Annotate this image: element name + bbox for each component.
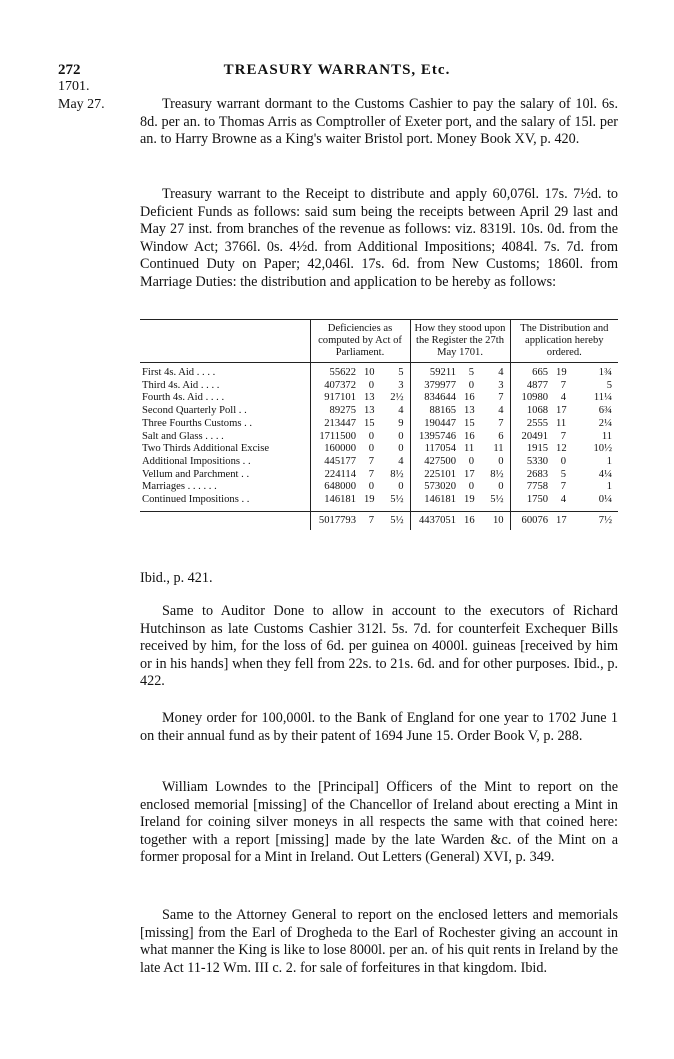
table-row — [140, 456, 618, 469]
amount-cell: 1¾ — [598, 367, 613, 378]
amount-cell: 2½ — [390, 392, 404, 404]
paragraph-6: Same to the Attorney General to report on the enclosed letters and memorials [missing] from the Earl of Drogheda to the Earl of Rochester giving an account in what manner the King is like to lose 8000l. per an. of his quit rents in Ireland by the late Act 11-12 Wm. III c. 2. for sale of forfeitures in that kingdom. Ibid. — [140, 907, 618, 976]
amount-cell: 4¼ — [598, 468, 613, 480]
amount-cell: 15 — [464, 417, 475, 429]
row-label: First 4s. Aid . . . . — [142, 367, 216, 378]
amount-cell: 12 — [556, 443, 567, 455]
amount-cell: 7 — [368, 455, 374, 467]
row-label: Vellum and Parchment . . — [142, 468, 250, 480]
amount-cell: 0 — [368, 379, 374, 391]
amount-cell: 5½ — [390, 494, 404, 506]
amount-cell: 11 — [493, 443, 504, 455]
total-cell: 16 — [462, 511, 480, 530]
amount-cell: 146181 — [310, 494, 362, 511]
table-row — [140, 494, 618, 511]
amount-cell: 8½ — [490, 468, 504, 480]
amount-cell: 4877 — [510, 380, 554, 393]
row-label: Second Quarterly Poll . . — [142, 405, 247, 417]
amount-cell: 1750 — [510, 494, 554, 511]
amount-cell: 7758 — [510, 481, 554, 494]
amount-cell: 59211 — [410, 363, 462, 380]
amount-cell: 4 — [560, 392, 567, 404]
amount-cell: 407372 — [310, 380, 362, 393]
amount-cell: 7 — [368, 468, 374, 480]
amount-cell: 4 — [498, 367, 504, 378]
margin-date: May 27. — [58, 97, 105, 112]
total-cell: 4437051 — [410, 511, 462, 530]
amount-cell: 573020 — [410, 481, 462, 494]
amount-cell: 0 — [398, 430, 404, 442]
amount-cell: 3 — [398, 379, 404, 391]
amount-cell: 0 — [398, 481, 404, 493]
paragraph-4: Money order for 100,000l. to the Bank of England for one year to 1702 June 1 on their annual fund as by their patent of 1694 June 15. Order Book V, p. 288. — [140, 710, 618, 744]
distribution-table — [140, 319, 618, 530]
amount-cell: 55622 — [310, 363, 362, 380]
amount-cell: 445177 — [310, 456, 362, 469]
table-header-deficiencies: Deficiencies as computed by Act of Parliament. — [310, 320, 410, 363]
table-row — [140, 363, 618, 380]
amount-cell: 7 — [560, 430, 567, 442]
table-header-blank — [140, 320, 310, 363]
amount-cell: 1395746 — [410, 431, 462, 444]
paragraph-5: William Lowndes to the [Principal] Officers of the Mint to report on the enclosed memorial [missing] of the Chancellor of Ireland about erecting a Mint in Ireland for coining silver moneys in all respects the same with that coined here: together with a report [missing] made by the late Warden &c. of the Mint on a former proposal for a Mint in Ireland. Out Letters (General) XVI, p. 349. — [140, 779, 618, 866]
amount-cell: 0 — [468, 379, 475, 391]
table-row — [140, 392, 618, 405]
amount-cell: 190447 — [410, 418, 462, 431]
total-cell: 7 — [362, 511, 380, 530]
amount-cell: 3 — [498, 379, 504, 391]
paragraph-2: Treasury warrant to the Receipt to distribute and apply 60,076l. 17s. 7½d. to Deficient Funds as follows: said sum being the receipts between April 29 last and May 27 inst. from branches of the revenue as follows: viz. 8319l. 10s. 0d. from the Window Act; 3766l. 0s. 4½d. from Additional Impositions; 4084l. 7s. 7d. from Continued Duty on Paper; 42,046l. 17s. 6d. from New Customs; 1860l. from Marriage Duties: the distribution and application to be hereby as follows: — [140, 186, 618, 290]
amount-cell: 834644 — [410, 392, 462, 405]
amount-cell: 5 — [560, 468, 567, 480]
amount-cell: 224114 — [310, 469, 362, 482]
table-row — [140, 481, 618, 494]
table-row — [140, 431, 618, 444]
amount-cell: 5 — [606, 379, 613, 391]
amount-cell: 15 — [364, 417, 375, 429]
amount-cell: 117054 — [410, 443, 462, 456]
amount-cell: 11 — [556, 417, 567, 429]
amount-cell: 4 — [560, 494, 567, 506]
row-label: Third 4s. Aid . . . . — [142, 379, 220, 391]
amount-cell: 427500 — [410, 456, 462, 469]
total-cell: 7½ — [572, 511, 618, 530]
amount-cell: 7 — [560, 481, 567, 493]
total-cell: 5½ — [380, 511, 410, 530]
amount-cell: 225101 — [410, 469, 462, 482]
amount-cell: 4 — [398, 455, 404, 467]
table-header-distribution: The Distribution and application hereby ordered. — [510, 320, 618, 363]
total-cell: 17 — [554, 511, 572, 530]
amount-cell: 13 — [364, 405, 375, 417]
amount-cell: 17 — [556, 405, 567, 417]
amount-cell: 19 — [464, 494, 475, 506]
row-label: Two Thirds Additional Excise — [142, 443, 270, 455]
amount-cell: 2683 — [510, 469, 554, 482]
amount-cell: 1711500 — [310, 431, 362, 444]
amount-cell: 5330 — [510, 456, 554, 469]
amount-cell: 6¾ — [598, 405, 613, 417]
amount-cell: 160000 — [310, 443, 362, 456]
amount-cell: 0 — [368, 481, 374, 493]
amount-cell: 7 — [498, 417, 504, 429]
amount-cell: 917101 — [310, 392, 362, 405]
table-row — [140, 418, 618, 431]
row-label: Marriages . . . . . . — [142, 481, 217, 493]
table-row — [140, 469, 618, 482]
amount-cell: 13 — [364, 392, 375, 404]
amount-cell: 11¼ — [593, 392, 613, 404]
amount-cell: 0 — [498, 481, 504, 493]
margin-year: 1701. — [58, 79, 90, 94]
table-reference: Ibid., p. 421. — [140, 570, 213, 586]
amount-cell: 11 — [601, 430, 613, 442]
amount-cell: 0 — [560, 455, 567, 467]
amount-cell: 16 — [464, 430, 475, 442]
amount-cell: 0 — [498, 455, 504, 467]
total-cell: 10 — [480, 511, 510, 530]
amount-cell: 8½ — [390, 468, 404, 480]
amount-cell: 1915 — [510, 443, 554, 456]
amount-cell: 20491 — [510, 431, 554, 444]
amount-cell: 10980 — [510, 392, 554, 405]
row-label: Fourth 4s. Aid . . . . — [142, 392, 225, 404]
amount-cell: 648000 — [310, 481, 362, 494]
amount-cell: 2¼ — [598, 417, 613, 429]
amount-cell: 0 — [468, 481, 475, 493]
amount-cell: 7 — [560, 379, 567, 391]
amount-cell: 19 — [556, 367, 567, 378]
amount-cell: 13 — [464, 405, 475, 417]
row-label: Three Fourths Customs . . — [142, 417, 253, 429]
table-header-register: How they stood upon the Register the 27th May 1701. — [410, 320, 510, 363]
amount-cell: 5 — [398, 367, 404, 378]
row-label: Additional Impositions . . — [142, 455, 251, 467]
amount-cell: 2555 — [510, 418, 554, 431]
amount-cell: 1 — [606, 481, 613, 493]
table-total-row — [140, 511, 618, 530]
table-row — [140, 380, 618, 393]
amount-cell: 9 — [398, 417, 404, 429]
total-cell: 5017793 — [310, 511, 362, 530]
amount-cell: 1068 — [510, 405, 554, 418]
amount-cell: 0 — [398, 443, 404, 455]
total-cell: 60076 — [510, 511, 554, 530]
running-title: TREASURY WARRANTS, Etc. — [223, 62, 451, 78]
amount-cell: 16 — [464, 392, 475, 404]
table-row — [140, 405, 618, 418]
amount-cell: 1 — [606, 455, 613, 467]
paragraph-1: Treasury warrant dormant to the Customs Cashier to pay the salary of 10l. 6s. 8d. per an. to Thomas Arris as Comptroller of Exeter port, and the salary of 15l. per an. to Harry Browne as a King's waiter Bristol port. Money Book XV, p. 420. — [140, 96, 618, 148]
amount-cell: 19 — [364, 494, 375, 506]
amount-cell: 7 — [498, 392, 504, 404]
amount-cell: 0 — [468, 455, 475, 467]
amount-cell: 0 — [368, 443, 374, 455]
paragraph-3: Same to Auditor Done to allow in account to the executors of Richard Hutchinson as late Customs Cashier 312l. 5s. 7d. for counterfeit Exchequer Bills received by him, for the loss of 6d. per guinea on 4000l. guineas [received by him or in his hands] when they fell from 22s. to 21s. 6d. and for other purposes. Ibid., p. 422. — [140, 603, 618, 690]
row-label: Continued Impositions . . — [142, 494, 250, 506]
amount-cell: 379977 — [410, 380, 462, 393]
amount-cell: 4 — [498, 405, 504, 417]
total-label-blank — [140, 511, 310, 530]
row-label: Salt and Glass . . . . — [142, 430, 224, 442]
amount-cell: 665 — [510, 363, 554, 380]
amount-cell: 0 — [368, 430, 374, 442]
page-number: 272 — [58, 62, 81, 78]
amount-cell: 213447 — [310, 418, 362, 431]
table-row — [140, 443, 618, 456]
amount-cell: 11 — [464, 443, 475, 455]
amount-cell: 0¼ — [598, 494, 613, 506]
amount-cell: 4 — [398, 405, 404, 417]
amount-cell: 5½ — [490, 494, 504, 506]
amount-cell: 10½ — [593, 443, 613, 455]
amount-cell: 17 — [464, 468, 475, 480]
amount-cell: 6 — [498, 430, 504, 442]
amount-cell: 89275 — [310, 405, 362, 418]
amount-cell: 5 — [468, 367, 475, 378]
amount-cell: 10 — [364, 367, 375, 378]
amount-cell: 146181 — [410, 494, 462, 511]
amount-cell: 88165 — [410, 405, 462, 418]
